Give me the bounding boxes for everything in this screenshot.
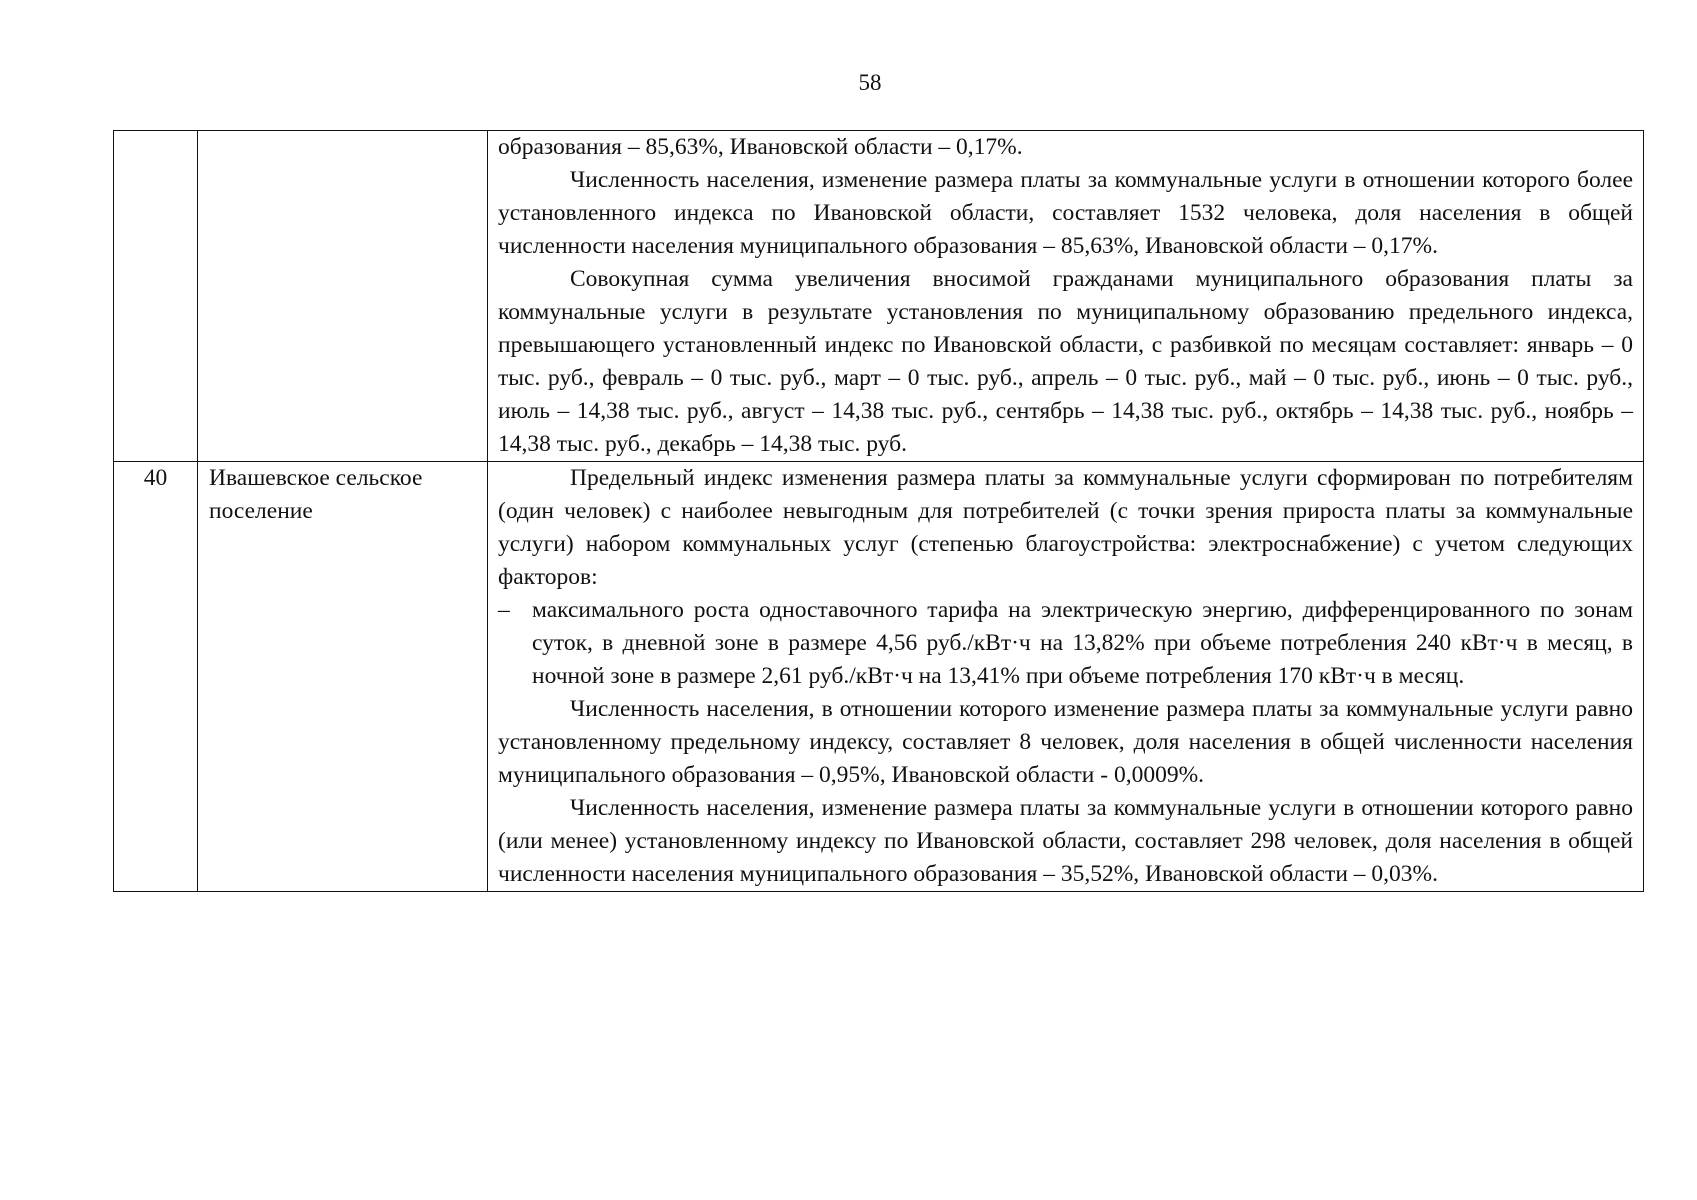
paragraph: Численность населения, изменение размера платы за коммунальные услуги в отношении которого более установленного индекса по Ивановской области, составляет 1532 человека, доля населения в общей численности населения муниципального образования – 85,63%, Ивановской области – 0,17%. [498,167,1633,259]
list-item [498,594,1633,693]
page-number: 58 [858,70,882,95]
municipality-name-line: поселение [209,498,313,524]
description-cell [488,131,1644,462]
dash-bullet: – [498,597,510,623]
row-number-cell: 40 [114,462,198,892]
municipality-name-cell [198,462,488,892]
list-item-text: максимального роста одноставочного тарифа на электрическую энергию, дифференцированного по зонам суток, в дневной зоне в размере 4,56 руб./кВт·ч на 13,82% при объеме потребления 240 кВт·ч в месяц, в ночной зоне в размере 2,61 руб./кВт·ч на 13,41% при объеме потребления 170 кВт·ч в месяц. [532,597,1633,689]
municipality-name-line: Ивашевское сельское [209,465,423,491]
row-number-cell [114,131,198,462]
paragraph: Совокупная сумма увеличения вносимой гражданами муниципального образования платы за коммунальные услуги в результате установления по муниципальному образованию предельного индекса, превышающего установленный индекс по Ивановской области, с разбивкой по месяцам составляет: январь – 0 тыс. руб., февраль – 0 тыс. руб., март – 0 тыс. руб., апрель – 0 тыс. руб., май – 0 тыс. руб., июнь – 0 тыс. руб., июль – 14,38 тыс. руб., август – 14,38 тыс. руб., сентябрь – 14,38 тыс. руб., октябрь – 14,38 тыс. руб., ноябрь – 14,38 тыс. руб., декабрь – 14,38 тыс. руб. [498,266,1633,457]
data-table [113,130,1644,892]
table-row [114,131,1644,462]
paragraph: Предельный индекс изменения размера платы за коммунальные услуги сформирован по потребителям (один человек) с наиболее невыгодным для потребителей (с точки зрения прироста платы за коммунальные услуги) набором коммунальных услуг (степенью благоустройства: электроснабжение) с учетом следующих факторов: [498,465,1633,590]
paragraph: Численность населения, в отношении которого изменение размера платы за коммунальные услуги равно установленному предельному индексу, составляет 8 человек, доля населения в общей численности населения муниципального образования – 0,95%, Ивановской области - 0,0009%. [498,696,1633,788]
municipality-name-cell [198,131,488,462]
description-cell [488,462,1644,892]
table-row [114,462,1644,892]
paragraph: образования – 85,63%, Ивановской области – 0,17%. [498,134,1023,160]
paragraph: Численность населения, изменение размера платы за коммунальные услуги в отношении которого равно (или менее) установленному индексу по Ивановской области, составляет 298 человек, доля населения в общей численности населения муниципального образования – 35,52%, Ивановской области – 0,03%. [498,795,1633,887]
